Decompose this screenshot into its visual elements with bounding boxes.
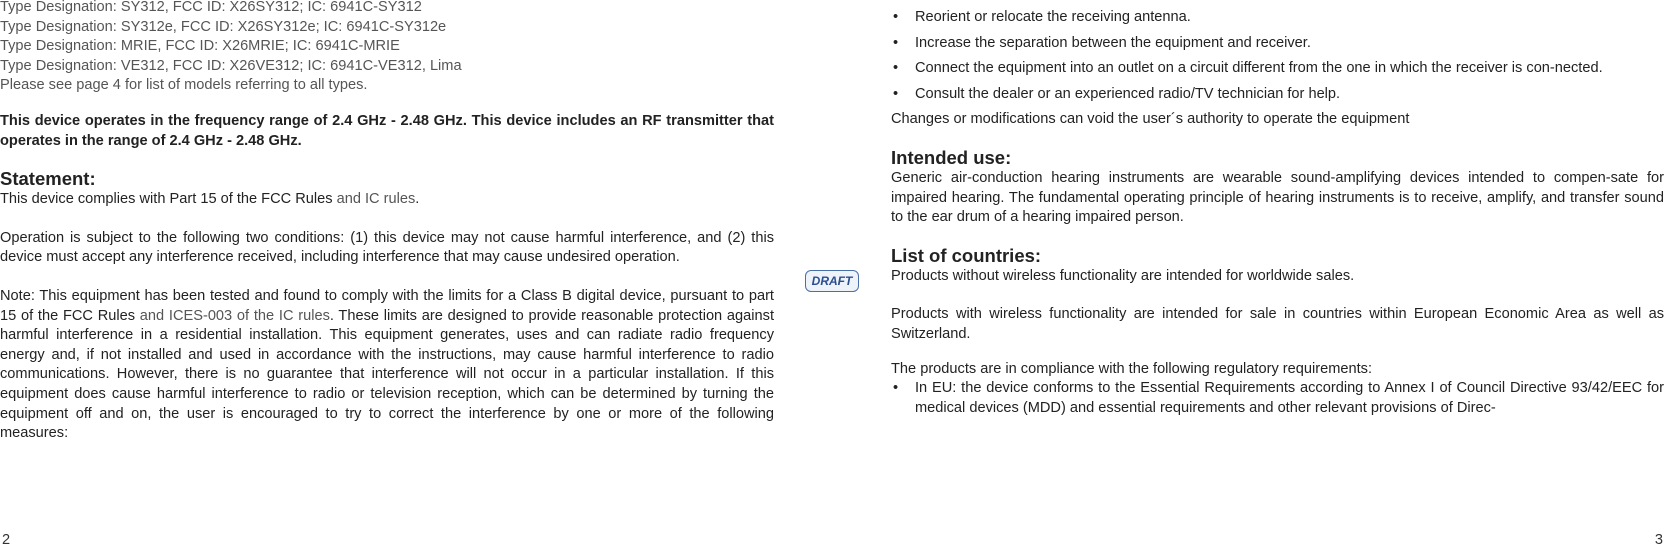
type-line: Type Designation: SY312, FCC ID: X26SY312; IC: 6941C-SY312 <box>0 0 422 15</box>
complies-end: . <box>415 191 420 208</box>
models-reference-note: Please see page 4 for list of models referring to all types. <box>0 77 368 94</box>
complies-text: This device complies with Part 15 of the FCC Rules <box>0 191 333 208</box>
complies-ic-suffix: and IC rules <box>332 191 416 208</box>
list-item <box>891 34 1664 54</box>
note-part-2: . These limits are designed to provide reasonable protection against harmful interference in a residential installation. This equipment generates, uses and can radiate radio frequency energy and, if not installed and used in accordance with the instructions, may cause harmful interference to radio communications. However, there is no guarantee that interference will not occur in a particular installation. If this equipment does cause harmful interference to radio or television reception, which can be determined by turning the equipment off and on, the user is encouraged to try to correct the interference by one or more of the following measures: <box>0 307 774 442</box>
countries-worldwide-text: Products without wireless functionality are intended for worldwide sales. <box>891 267 1355 284</box>
note-ices-rules: and ICES-003 of the IC rules <box>135 307 330 324</box>
operation-conditions-text: Operation is subject to the following two conditions: (1) this device may not cause harmful interference, and (2) this device must accept any interference received, including interference that may cause undesired operation. <box>0 229 774 266</box>
intended-use-text: Generic air-conduction hearing instruments are wearable sound-amplifying devices intended to compen-sate for impaired hearing. The fundamental operating principle of hearing instruments is to receive, amplify, and transfer sound to the ear drum of a hearing impaired person. <box>891 169 1664 226</box>
eu-requirement-text: In EU: the device conforms to the Essential Requirements according to Annex I of Council Directive 93/42/EEC for medical devices (MDD) and essential requirements and other relevant provisions of Direc- <box>915 380 1664 416</box>
compliance-intro: The products are in compliance with the following regulatory requirements: <box>891 360 1373 377</box>
note-part-1: Note: This equipment has been tested and found to comply with the limits for a Class B digital device, pursuant to part 15 of the FCC Rules <box>0 287 774 324</box>
list-item <box>891 8 1664 28</box>
frequency-statement: This device operates in the frequency range of 2.4 GHz - 2.48 GHz. This device includes an RF transmitter that operates in the range of 2.4 GHz - 2.48 GHz. <box>0 112 774 149</box>
regulatory-list <box>891 379 1664 418</box>
statement-heading: Statement: <box>0 168 96 190</box>
type-line: Type Designation: SY312e, FCC ID: X26SY312e; IC: 6941C-SY312e <box>0 18 447 35</box>
modifications-warning: Changes or modifications can void the user´s authority to operate the equipment <box>891 111 1410 128</box>
bullet: • <box>893 9 899 25</box>
list-item <box>891 59 1664 79</box>
bullet: • <box>893 34 899 51</box>
countries-heading: List of countries: <box>891 244 1042 266</box>
bullet: • <box>893 85 899 102</box>
measure-text: Increase the separation between the equipment and receiver. <box>915 34 1311 51</box>
left-page-column <box>0 0 774 444</box>
interference-measures-list <box>891 8 1664 104</box>
page-number-left: 2 <box>2 532 11 548</box>
measure-text: Reorient or relocate the receiving antenna. <box>915 9 1191 25</box>
intended-use-heading: Intended use: <box>891 146 1012 168</box>
countries-eea-text: Products with wireless functionality are intended for sale in countries within European Economic Area as well as Switzerland. <box>891 306 1664 342</box>
bullet: • <box>893 380 899 397</box>
class-b-note <box>0 287 774 444</box>
type-line: Type Designation: VE312, FCC ID: X26VE312; IC: 6941C-VE312, Lima <box>0 57 462 74</box>
type-line: Type Designation: MRIE, FCC ID: X26MRIE; IC: 6941C-MRIE <box>0 38 400 55</box>
measure-text: Connect the equipment into an outlet on a circuit different from the one in which the receiver is con-nected. <box>915 60 1603 77</box>
bullet: • <box>893 60 899 77</box>
right-page-column <box>891 0 1664 418</box>
list-item <box>891 85 1664 105</box>
measure-text: Consult the dealer or an experienced radio/TV technician for help. <box>915 85 1341 102</box>
fcc-compliance-text <box>0 190 774 210</box>
draft-badge: DRAFT <box>805 270 859 292</box>
type-designation-list <box>0 0 774 96</box>
page-number-right: 3 <box>1654 532 1663 548</box>
list-item <box>891 379 1664 418</box>
